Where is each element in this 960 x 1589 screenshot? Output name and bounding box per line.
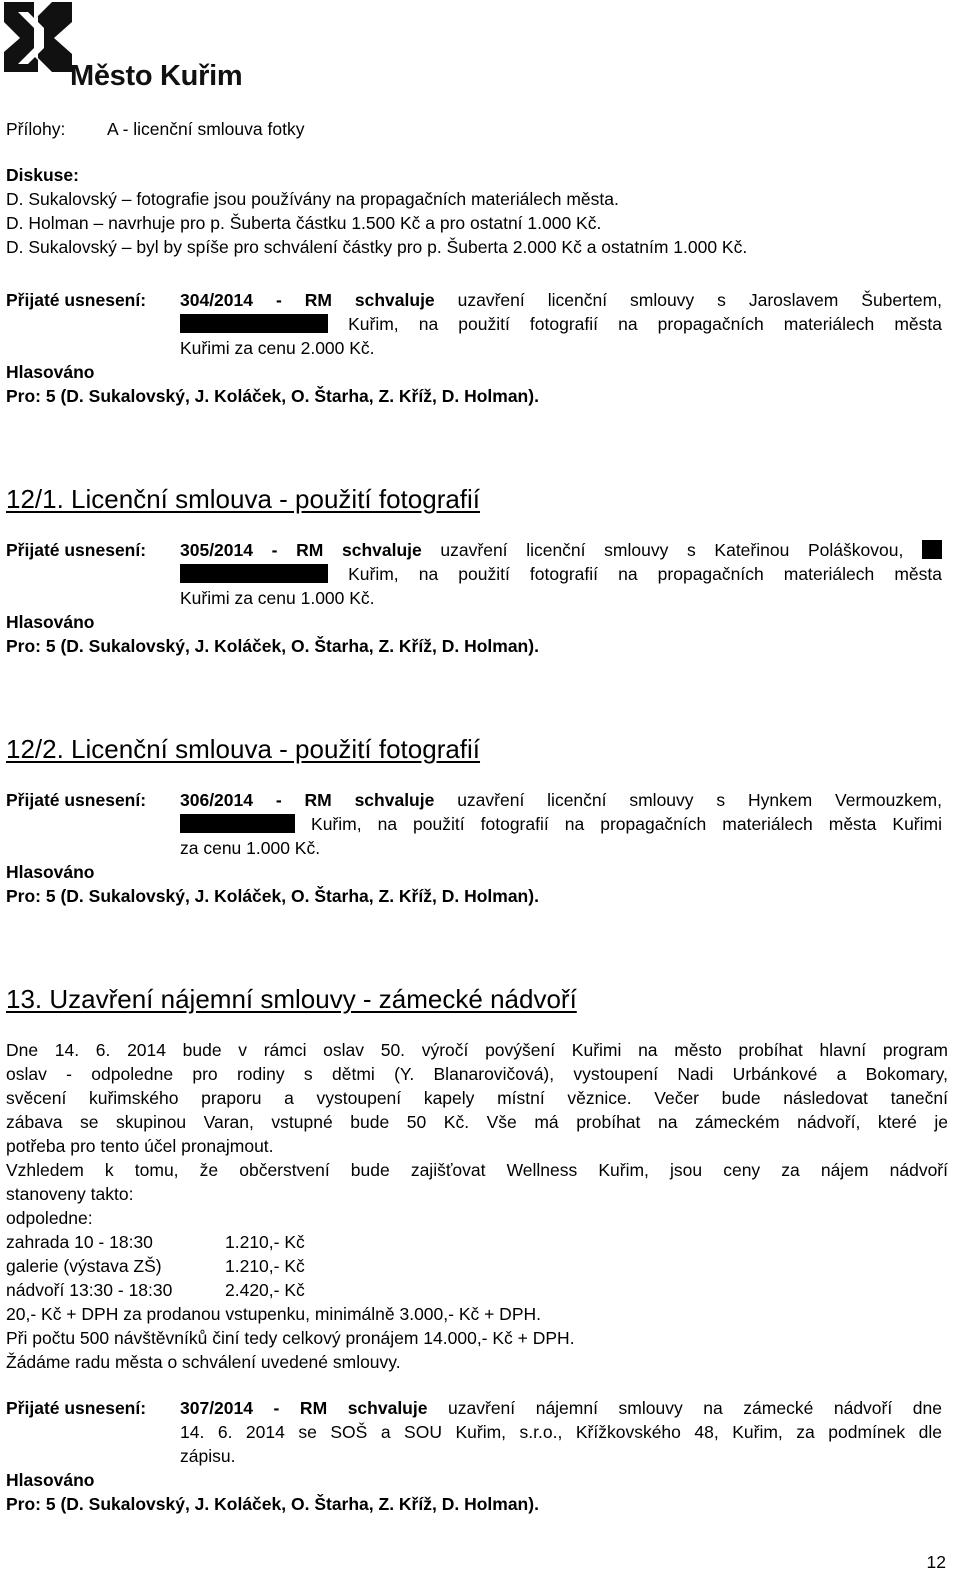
fee-item: nádvoří 13:30 - 18:30 (6, 1280, 173, 1300)
ticket-fee: 20,- Kč + DPH za prodanou vstupenku, minimálně 3.000,- Kč + DPH. (6, 1304, 541, 1324)
resolution-text: Kuřim, na použití fotografií na propagačních materiálech města (348, 564, 942, 584)
body-text (6, 1110, 948, 1134)
discussion-line: D. Sukalovský – fotografie jsou používány na propagačních materiálech města. (6, 189, 619, 209)
paragraph-line: svěcení kuřimského praporu a vystoupení kapely místní věznice. Večer bude následovat taneční (6, 1088, 948, 1108)
vote-label: Hlasováno (6, 612, 95, 632)
section-heading: 13. Uzavření nájemní smlouvy - zámecké nádvoří (6, 984, 577, 1014)
resolution-text: uzavření licenční smlouvy s Jaroslavem Šubertem, (457, 290, 943, 310)
fee-row (6, 1278, 305, 1302)
redaction-block (922, 540, 942, 559)
paragraph-line: oslav - odpoledne pro rodiny s dětmi (Y. Blanarovičová), vystoupení Nadi Urbánkové a Bokomary, (6, 1064, 948, 1084)
fee-amount: 2.420,- Kč (225, 1280, 305, 1300)
paragraph-line: Vzhledem k tomu, že občerstvení bude zajišťovat Wellness Kuřim, jsou ceny za nájem nádvoří (6, 1160, 948, 1180)
resolution-text: uzavření nájemní smlouvy na zámecké nádvoří dne (448, 1398, 942, 1418)
paragraph-line: Dne 14. 6. 2014 bude v rámci oslav 50. výročí povýšení Kuřimi na město probíhat hlavní program (6, 1040, 948, 1060)
paragraph-line: potřeba pro tento účel pronajmout. (6, 1136, 274, 1156)
request-text: Žádáme radu města o schválení uvedené smlouvy. (6, 1352, 401, 1372)
vote-label: Hlasováno (6, 1470, 95, 1490)
resolution-text: zápisu. (180, 1446, 236, 1466)
resolution-number: 307/2014 - RM schvaluje (180, 1398, 428, 1418)
resolution-label: Přijaté usnesení: (6, 290, 147, 310)
body-text (6, 1062, 948, 1086)
afternoon-label: odpoledne: (6, 1208, 93, 1228)
body-text (6, 1038, 948, 1062)
resolution-text: 14. 6. 2014 se SOŠ a SOU Kuřim, s.r.o., Křížkovského 48, Kuřim, za podmínek dle (180, 1422, 942, 1442)
attachments-row (6, 117, 305, 141)
resolution-number: 306/2014 - RM schvaluje (180, 790, 435, 810)
resolution-number: 304/2014 - RM schvaluje (180, 290, 435, 310)
redaction-block (180, 814, 295, 833)
discussion-line: D. Sukalovský – byl by spíše pro schválení částky pro p. Šuberta 2.000 Kč a ostatním 1.000 Kč. (6, 237, 748, 257)
resolution-text: Kuřimi za cenu 2.000 Kč. (180, 338, 375, 358)
section-heading: 12/1. Licenční smlouva - použití fotografií (6, 484, 481, 514)
resolution-307 (180, 1396, 942, 1468)
paragraph-line: stanoveny takto: (6, 1184, 134, 1204)
resolution-text: uzavření licenční smlouvy s Hynkem Vermouzkem, (457, 790, 942, 810)
vote-result: Pro: 5 (D. Sukalovský, J. Koláček, O. Štarha, Z. Kříž, D. Holman). (6, 636, 539, 656)
discussion-line: D. Holman – navrhuje pro p. Šuberta částku 1.500 Kč a pro ostatní 1.000 Kč. (6, 213, 602, 233)
attachments-label: Přílohy: (6, 119, 66, 139)
fee-row (6, 1254, 305, 1278)
resolution-text: Kuřim, na použití fotografií na propagačních materiálech města Kuřimi (311, 814, 942, 834)
total-note: Při počtu 500 návštěvníků činí tedy celkový pronájem 14.000,- Kč + DPH. (6, 1328, 575, 1348)
fee-row (6, 1230, 305, 1254)
fee-amount: 1.210,- Kč (225, 1256, 305, 1276)
vote-label: Hlasováno (6, 862, 95, 882)
vote-result: Pro: 5 (D. Sukalovský, J. Koláček, O. Štarha, Z. Kříž, D. Holman). (6, 386, 539, 406)
redaction-block (180, 314, 328, 333)
paragraph-line: zábava se skupinou Varan, vstupné bude 50 Kč. Vše má probíhat na zámeckém nádvoří, které je (6, 1112, 948, 1132)
body-text (6, 1158, 948, 1182)
resolution-304 (180, 288, 942, 360)
page-number: 12 (926, 1552, 946, 1572)
resolution-305 (180, 538, 942, 610)
resolution-label: Přijaté usnesení: (6, 790, 147, 810)
resolution-label: Přijaté usnesení: (6, 1398, 147, 1418)
vote-result: Pro: 5 (D. Sukalovský, J. Koláček, O. Štarha, Z. Kříž, D. Holman). (6, 886, 539, 906)
redaction-block (180, 564, 328, 583)
discussion-label: Diskuse: (6, 165, 79, 185)
vote-result: Pro: 5 (D. Sukalovský, J. Koláček, O. Štarha, Z. Kříž, D. Holman). (6, 1494, 539, 1514)
resolution-text: za cenu 1.000 Kč. (180, 838, 321, 858)
fee-item: zahrada 10 - 18:30 (6, 1232, 153, 1252)
attachments-value: A - licenční smlouva fotky (107, 119, 305, 139)
resolution-text: uzavření licenční smlouvy s Kateřinou Poláškovou, (440, 540, 904, 560)
resolution-306 (180, 788, 942, 860)
vote-label: Hlasováno (6, 362, 95, 382)
resolution-label: Přijaté usnesení: (6, 540, 147, 560)
city-logo (4, 2, 264, 94)
resolution-text: Kuřimi za cenu 1.000 Kč. (180, 588, 375, 608)
body-text (6, 1086, 948, 1110)
resolution-text: Kuřim, na použití fotografií na propagačních materiálech města (348, 314, 942, 334)
logo-text: Město Kuřim (70, 60, 243, 92)
section-heading: 12/2. Licenční smlouva - použití fotografií (6, 734, 481, 764)
resolution-number: 305/2014 - RM schvaluje (180, 540, 422, 560)
fee-item: galerie (výstava ZŠ) (6, 1256, 162, 1276)
fee-amount: 1.210,- Kč (225, 1232, 305, 1252)
